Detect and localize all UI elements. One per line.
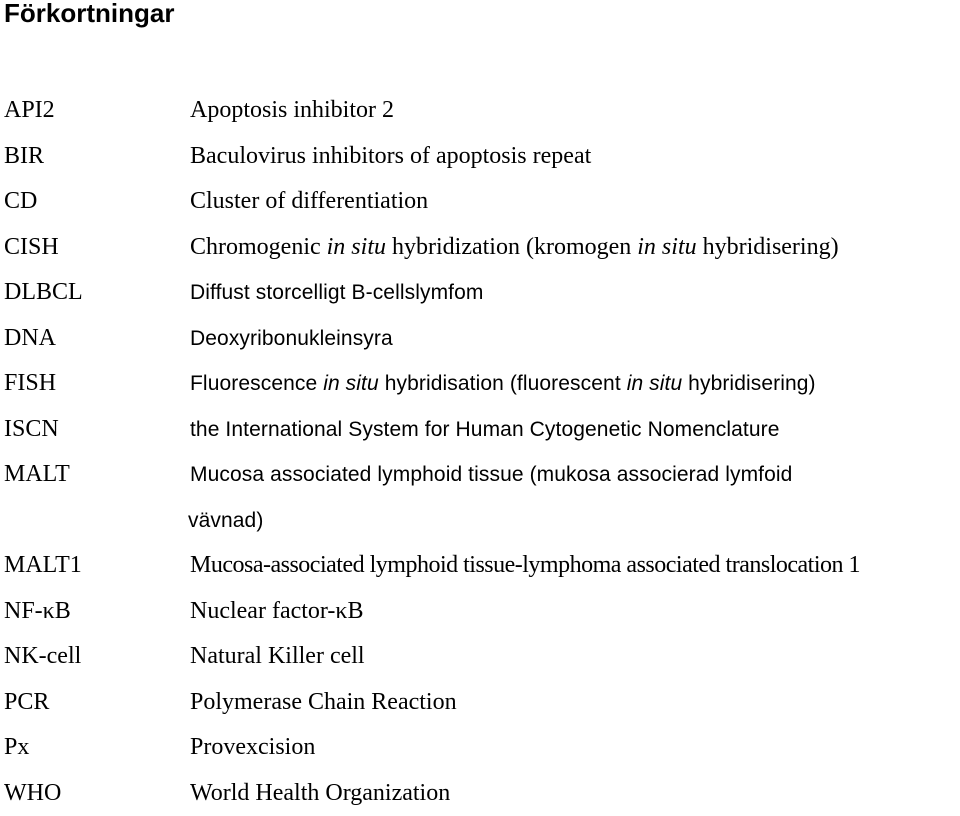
definition-text: hybridisering) [697, 234, 839, 260]
definition-text: hybridisation (fluorescent [379, 372, 627, 395]
abbreviation-row-pcr [0, 680, 960, 726]
abbreviation-row-malt1 [0, 543, 960, 589]
abbreviation-definition: Cluster of differentiation [190, 179, 428, 225]
abbreviation-row-malt [0, 452, 960, 543]
abbreviation-definition [190, 361, 816, 407]
abbreviation-definition: World Health Organization [190, 771, 450, 816]
definition-text: hybridization (kromogen [386, 234, 637, 260]
definition-italic-text: in situ [323, 372, 379, 395]
abbreviation-definition: Baculovirus inhibitors of apoptosis repeat [190, 134, 591, 180]
abbreviation-term: BIR [4, 134, 44, 180]
definition-text: hybridisering) [682, 372, 815, 395]
abbreviation-term: PCR [4, 680, 49, 726]
abbreviation-term: CISH [4, 225, 59, 271]
abbreviation-row-dna [0, 316, 960, 362]
abbreviation-definition [190, 225, 839, 271]
abbreviation-definition: Provexcision [190, 725, 315, 771]
abbreviation-definition: Natural Killer cell [190, 634, 365, 680]
abbreviation-term: NK-cell [4, 634, 81, 680]
definition-italic-text: in situ [637, 234, 696, 260]
definition-text: Fluorescence [190, 372, 323, 395]
definition-text: Chromogenic [190, 234, 327, 260]
abbreviation-term: MALT1 [4, 543, 82, 589]
abbreviation-term: NF-κB [4, 589, 71, 635]
abbreviation-list [0, 88, 960, 816]
abbreviation-definition: the International System for Human Cytogenetic Nomenclature [190, 407, 780, 453]
abbreviation-term: FISH [4, 361, 56, 407]
abbreviation-term: API2 [4, 88, 55, 134]
abbreviation-term: Px [4, 725, 29, 771]
abbreviation-definition: Polymerase Chain Reaction [190, 680, 457, 726]
definition-text: Mucosa associated lymphoid tissue (mukosa associerad lymfoid [190, 463, 792, 486]
abbreviation-row-px [0, 725, 960, 771]
abbreviation-row-cish [0, 225, 960, 271]
abbreviation-row-dlbcl [0, 270, 960, 316]
definition-continuation: vävnad) [188, 498, 263, 544]
abbreviation-term: WHO [4, 771, 61, 816]
definition-italic-text: in situ [627, 372, 683, 395]
abbreviation-row-who [0, 771, 960, 816]
definition-italic-text: in situ [327, 234, 386, 260]
abbreviation-term: DLBCL [4, 270, 83, 316]
abbreviation-row-api2 [0, 88, 960, 134]
abbreviation-term: DNA [4, 316, 56, 362]
page-title: Förkortningar [4, 0, 174, 30]
abbreviation-term: MALT [4, 452, 70, 498]
abbreviation-definition: Deoxyribonukleinsyra [190, 316, 393, 362]
abbreviation-term: CD [4, 179, 37, 225]
abbreviation-row-iscn [0, 407, 960, 453]
abbreviation-row-cd [0, 179, 960, 225]
abbreviation-row-fish [0, 361, 960, 407]
abbreviation-definition: Apoptosis inhibitor 2 [190, 88, 394, 134]
abbreviation-definition: Diffust storcelligt B-cellslymfom [190, 270, 483, 316]
abbreviation-row-bir [0, 134, 960, 180]
abbreviation-definition: Mucosa-associated lymphoid tissue-lymphoma associated translocation 1 [190, 543, 860, 589]
abbreviation-row-nf-kb [0, 589, 960, 635]
abbreviation-term: ISCN [4, 407, 59, 453]
abbreviation-definition [190, 452, 792, 498]
abbreviation-definition: Nuclear factor-κB [190, 589, 364, 635]
abbreviation-row-nk-cell [0, 634, 960, 680]
